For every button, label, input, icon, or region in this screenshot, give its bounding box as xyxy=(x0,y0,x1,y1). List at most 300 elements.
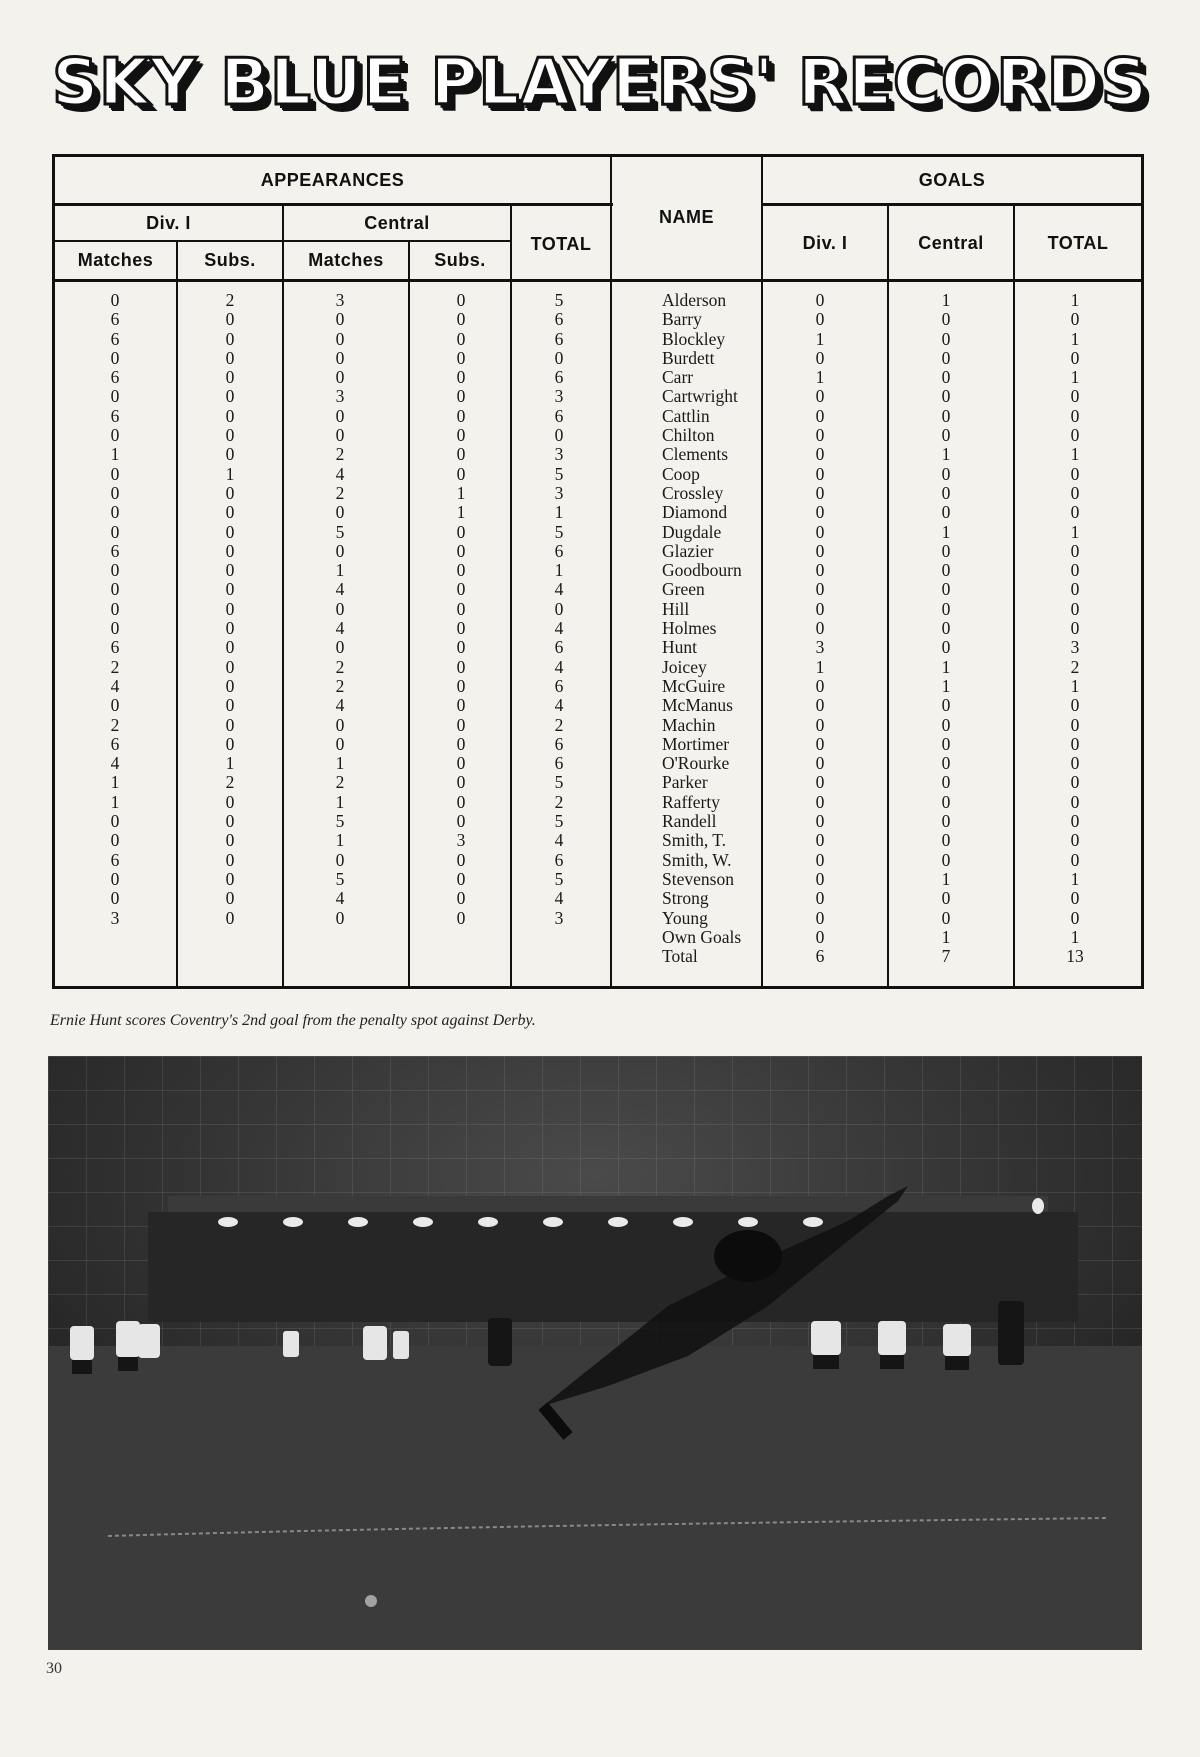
cell-name: Carr xyxy=(662,367,694,388)
cell-app-total: 5 xyxy=(554,290,564,310)
cell-div1-subs: 2 xyxy=(225,772,235,793)
cell-app-total: 3 xyxy=(554,907,564,928)
cell-central-subs: 3 xyxy=(456,830,466,851)
cell-name: Alderson xyxy=(662,290,727,310)
cell-goals-central: 1 xyxy=(941,444,951,465)
cell-central-subs: 0 xyxy=(456,328,466,349)
cell-div1-matches: 0 xyxy=(110,386,120,407)
cell-central-matches: 0 xyxy=(335,598,345,619)
cell-div1-matches: 6 xyxy=(110,637,120,658)
cell-central-subs: 0 xyxy=(456,579,466,600)
cell-goals-div1: 0 xyxy=(815,868,825,889)
cell-goals-central: 0 xyxy=(941,540,951,561)
cell-div1-subs: 0 xyxy=(225,367,235,388)
cell-div1-subs: 0 xyxy=(225,482,235,503)
cell-goals-central: 0 xyxy=(941,849,951,870)
cell-div1-subs: 0 xyxy=(225,521,235,542)
header-app-total: TOTAL xyxy=(530,233,592,254)
cell-goals-div1: 0 xyxy=(815,386,825,407)
cell-div1-matches: 0 xyxy=(110,868,120,889)
cell-goals-central: 0 xyxy=(941,463,951,484)
cell-name: McGuire xyxy=(662,675,726,696)
cell-central-subs: 0 xyxy=(456,598,466,619)
cell-div1-subs: 0 xyxy=(225,695,235,716)
cell-goals-central: 0 xyxy=(941,637,951,658)
cell-div1-matches: 0 xyxy=(110,888,120,909)
cell-div1-subs: 0 xyxy=(225,560,235,581)
cell-central-matches: 4 xyxy=(335,695,345,716)
cell-div1-subs: 0 xyxy=(225,849,235,870)
cell-div1-subs: 0 xyxy=(225,714,235,735)
cell-goals-div1: 0 xyxy=(815,714,825,735)
cell-central-subs: 0 xyxy=(456,386,466,407)
cell-central-matches: 0 xyxy=(335,328,345,349)
cell-central-matches: 5 xyxy=(335,811,345,832)
cell-central-subs: 0 xyxy=(456,695,466,716)
cell-div1-matches: 0 xyxy=(110,598,120,619)
cell-goals-central: 0 xyxy=(941,347,951,368)
column-central-subs xyxy=(431,291,491,966)
cell-central-subs: 0 xyxy=(456,675,466,696)
cell-name: O'Rourke xyxy=(662,753,730,774)
cell-goals-central: 0 xyxy=(941,425,951,446)
cell-goals-total: 0 xyxy=(1070,540,1080,561)
cell-div1-subs: 0 xyxy=(225,386,235,407)
cell-goals-total: 0 xyxy=(1070,888,1080,909)
cell-goals-total: 0 xyxy=(1070,791,1080,812)
header-name: NAME xyxy=(659,206,714,227)
cell-central-matches: 2 xyxy=(335,772,345,793)
cell-central-subs: 0 xyxy=(456,753,466,774)
cell-central-subs: 0 xyxy=(456,540,466,561)
cell-app-total: 6 xyxy=(554,309,564,330)
cell-goals-div1: 0 xyxy=(815,598,825,619)
cell-goals-central: 0 xyxy=(941,560,951,581)
cell-goals-central: 7 xyxy=(941,946,951,967)
cell-goals-central: 0 xyxy=(941,830,951,851)
cell-goals-central: 0 xyxy=(941,772,951,793)
cell-div1-matches xyxy=(85,947,145,966)
cell-goals-central: 0 xyxy=(941,714,951,735)
cell-goals-total: 1 xyxy=(1070,868,1080,889)
cell-central-matches: 1 xyxy=(335,830,345,851)
cell-div1-matches: 0 xyxy=(110,502,120,523)
cell-goals-div1: 0 xyxy=(815,463,825,484)
cell-goals-central: 0 xyxy=(941,367,951,388)
cell-name: Own Goals xyxy=(662,926,742,947)
cell-div1-matches: 0 xyxy=(110,347,120,368)
cell-goals-total: 1 xyxy=(1070,290,1080,310)
cell-goals-div1: 0 xyxy=(815,849,825,870)
cell-name: Machin xyxy=(662,714,716,735)
cell-goals-div1: 1 xyxy=(815,656,825,677)
cell-goals-div1: 0 xyxy=(815,772,825,793)
cell-goals-central: 1 xyxy=(941,675,951,696)
cell-goals-div1: 0 xyxy=(815,733,825,754)
cell-name: Cartwright xyxy=(662,386,738,407)
cell-app-total: 4 xyxy=(554,579,564,600)
cell-name: Total xyxy=(662,946,698,967)
cell-app-total: 2 xyxy=(554,714,564,735)
cell-app-total: 4 xyxy=(554,618,564,639)
cell-app-total: 3 xyxy=(554,482,564,503)
cell-div1-matches: 0 xyxy=(110,695,120,716)
cell-app-total: 4 xyxy=(554,830,564,851)
header-central: Central xyxy=(364,212,430,233)
cell-div1-subs: 2 xyxy=(225,290,235,310)
cell-name: Young xyxy=(662,907,708,928)
cell-name: Goodbourn xyxy=(662,560,742,581)
cell-div1-matches: 2 xyxy=(110,714,120,735)
cell-central-subs: 1 xyxy=(456,502,466,523)
cell-div1-matches: 6 xyxy=(110,405,120,426)
cell-central-subs: 1 xyxy=(456,482,466,503)
cell-goals-total: 0 xyxy=(1070,695,1080,716)
cell-goals-div1: 0 xyxy=(815,482,825,503)
cell-central-subs xyxy=(431,928,491,947)
cell-goals-total: 1 xyxy=(1070,521,1080,542)
cell-central-matches: 0 xyxy=(335,637,345,658)
cell-name: Smith, W. xyxy=(662,849,732,870)
cell-central-subs: 0 xyxy=(456,463,466,484)
column-central-matches xyxy=(310,291,370,966)
header-div1-matches: Matches xyxy=(77,250,154,270)
cell-goals-central: 0 xyxy=(941,618,951,639)
cell-central-subs: 0 xyxy=(456,888,466,909)
cell-div1-subs: 0 xyxy=(225,907,235,928)
cell-name: Hill xyxy=(662,598,690,619)
cell-central-matches: 0 xyxy=(335,347,345,368)
cell-div1-matches: 0 xyxy=(110,425,120,446)
cell-goals-div1: 0 xyxy=(815,502,825,523)
cell-central-matches: 5 xyxy=(335,521,345,542)
cell-div1-subs: 1 xyxy=(225,463,235,484)
cell-central-subs: 0 xyxy=(456,290,466,310)
cell-app-total: 5 xyxy=(554,521,564,542)
cell-goals-div1: 0 xyxy=(815,290,825,310)
cell-app-total: 4 xyxy=(554,888,564,909)
cell-central-matches: 0 xyxy=(335,405,345,426)
cell-central-matches: 2 xyxy=(335,675,345,696)
cell-goals-div1: 1 xyxy=(815,367,825,388)
cell-name: Hunt xyxy=(662,637,697,658)
cell-central-matches: 4 xyxy=(335,579,345,600)
cell-goals-total: 0 xyxy=(1070,309,1080,330)
cell-div1-matches: 1 xyxy=(110,791,120,812)
cell-div1-subs: 0 xyxy=(225,656,235,677)
cell-central-subs: 0 xyxy=(456,425,466,446)
cell-central-subs: 0 xyxy=(456,405,466,426)
cell-central-subs: 0 xyxy=(456,868,466,889)
cell-goals-total: 0 xyxy=(1070,733,1080,754)
cell-app-total: 1 xyxy=(554,560,564,581)
cell-div1-matches: 0 xyxy=(110,811,120,832)
photo-caption: Ernie Hunt scores Coventry's 2nd goal from the penalty spot against Derby. xyxy=(50,1012,536,1029)
cell-name: Mortimer xyxy=(662,733,730,754)
cell-app-total: 6 xyxy=(554,540,564,561)
cell-goals-div1: 0 xyxy=(815,888,825,909)
cell-div1-subs: 0 xyxy=(225,733,235,754)
header-appearances: APPEARANCES xyxy=(260,169,405,190)
cell-div1-subs: 0 xyxy=(225,637,235,658)
cell-div1-subs: 0 xyxy=(225,540,235,561)
cell-goals-total: 0 xyxy=(1070,463,1080,484)
header-div1: Div. I xyxy=(146,212,191,233)
cell-div1-subs: 0 xyxy=(225,830,235,851)
cell-div1-subs: 0 xyxy=(225,579,235,600)
cell-central-matches: 2 xyxy=(335,482,345,503)
match-photo-illustration xyxy=(48,1056,1142,1650)
cell-goals-total: 1 xyxy=(1070,444,1080,465)
cell-central-matches: 0 xyxy=(335,502,345,523)
cell-div1-subs: 0 xyxy=(225,868,235,889)
cell-app-total: 4 xyxy=(554,695,564,716)
cell-central-matches: 2 xyxy=(335,444,345,465)
cell-goals-total: 2 xyxy=(1070,656,1080,677)
cell-name: McManus xyxy=(662,695,733,716)
cell-goals-total: 0 xyxy=(1070,598,1080,619)
cell-goals-central: 0 xyxy=(941,733,951,754)
cell-central-matches: 3 xyxy=(335,386,345,407)
cell-goals-central: 0 xyxy=(941,502,951,523)
cell-div1-matches: 6 xyxy=(110,309,120,330)
cell-app-total: 6 xyxy=(554,733,564,754)
cell-name: Stevenson xyxy=(662,868,734,889)
cell-app-total: 6 xyxy=(554,328,564,349)
cell-name: Burdett xyxy=(662,347,715,368)
cell-goals-total: 0 xyxy=(1070,482,1080,503)
cell-goals-central: 1 xyxy=(941,521,951,542)
cell-div1-matches: 0 xyxy=(110,560,120,581)
cell-div1-subs: 1 xyxy=(225,753,235,774)
cell-div1-matches xyxy=(85,928,145,947)
cell-central-subs: 0 xyxy=(456,367,466,388)
cell-goals-div1: 3 xyxy=(815,637,825,658)
cell-div1-subs: 0 xyxy=(225,444,235,465)
cell-goals-total: 1 xyxy=(1070,367,1080,388)
cell-app-total: 3 xyxy=(554,386,564,407)
cell-name: Diamond xyxy=(662,502,728,523)
cell-div1-matches: 0 xyxy=(110,482,120,503)
cell-goals-central: 0 xyxy=(941,328,951,349)
header-goals-div1: Div. I xyxy=(802,232,848,253)
cell-goals-div1: 6 xyxy=(815,946,825,967)
cell-central-matches xyxy=(310,947,370,966)
cell-div1-matches: 6 xyxy=(110,540,120,561)
cell-app-total: 4 xyxy=(554,656,564,677)
cell-goals-central: 1 xyxy=(941,868,951,889)
cell-goals-div1: 0 xyxy=(815,695,825,716)
cell-name: Barry xyxy=(662,309,702,330)
column-goals-central xyxy=(916,291,976,966)
cell-goals-total: 0 xyxy=(1070,714,1080,735)
cell-name: Crossley xyxy=(662,482,724,503)
cell-goals-total: 0 xyxy=(1070,386,1080,407)
cell-div1-matches: 6 xyxy=(110,733,120,754)
cell-goals-central: 0 xyxy=(941,811,951,832)
cell-central-subs: 0 xyxy=(456,637,466,658)
column-goals-div1 xyxy=(790,291,850,966)
cell-central-subs: 0 xyxy=(456,791,466,812)
cell-div1-matches: 0 xyxy=(110,618,120,639)
cell-goals-central: 0 xyxy=(941,598,951,619)
cell-goals-total: 0 xyxy=(1070,830,1080,851)
cell-goals-total: 0 xyxy=(1070,425,1080,446)
cell-goals-div1: 0 xyxy=(815,907,825,928)
cell-div1-matches: 0 xyxy=(110,579,120,600)
cell-div1-matches: 0 xyxy=(110,521,120,542)
cell-name: Randell xyxy=(662,811,717,832)
cell-name: Green xyxy=(662,579,705,600)
cell-div1-matches: 1 xyxy=(110,772,120,793)
cell-central-matches xyxy=(310,928,370,947)
cell-app-total: 3 xyxy=(554,444,564,465)
cell-div1-matches: 6 xyxy=(110,849,120,870)
cell-central-matches: 0 xyxy=(335,367,345,388)
cell-goals-total: 1 xyxy=(1070,328,1080,349)
cell-goals-central: 0 xyxy=(941,482,951,503)
cell-central-matches: 2 xyxy=(335,656,345,677)
cell-central-matches: 0 xyxy=(335,714,345,735)
column-div1-matches xyxy=(85,291,145,966)
cell-name: Blockley xyxy=(662,328,726,349)
cell-name: Coop xyxy=(662,463,700,484)
cell-div1-subs: 0 xyxy=(225,618,235,639)
cell-central-matches: 4 xyxy=(335,463,345,484)
cell-app-total: 6 xyxy=(554,675,564,696)
cell-goals-central: 1 xyxy=(941,656,951,677)
cell-div1-matches: 0 xyxy=(110,290,120,310)
cell-goals-central: 0 xyxy=(941,907,951,928)
cell-div1-subs xyxy=(200,928,260,947)
cell-central-subs: 0 xyxy=(456,618,466,639)
header-goals: GOALS xyxy=(918,169,986,190)
cell-goals-total: 0 xyxy=(1070,753,1080,774)
column-goals-total xyxy=(1045,291,1105,966)
cell-central-matches: 0 xyxy=(335,309,345,330)
cell-central-matches: 5 xyxy=(335,868,345,889)
cell-central-matches: 3 xyxy=(335,290,345,310)
cell-div1-matches: 4 xyxy=(110,753,120,774)
cell-app-total: 0 xyxy=(554,425,564,446)
cell-div1-subs xyxy=(200,947,260,966)
column-app-total xyxy=(529,291,589,966)
cell-central-matches: 0 xyxy=(335,849,345,870)
cell-app-total: 6 xyxy=(554,637,564,658)
cell-app-total: 6 xyxy=(554,753,564,774)
header-div1-subs: Subs. xyxy=(204,250,256,270)
cell-central-matches: 4 xyxy=(335,618,345,639)
cell-goals-total: 0 xyxy=(1070,502,1080,523)
cell-central-matches: 0 xyxy=(335,540,345,561)
cell-goals-div1: 0 xyxy=(815,405,825,426)
cell-goals-central: 1 xyxy=(941,926,951,947)
cell-central-subs: 0 xyxy=(456,714,466,735)
cell-div1-subs: 0 xyxy=(225,791,235,812)
cell-goals-total: 0 xyxy=(1070,811,1080,832)
cell-goals-div1: 0 xyxy=(815,579,825,600)
cell-app-total: 5 xyxy=(554,463,564,484)
cell-goals-div1: 0 xyxy=(815,540,825,561)
cell-app-total: 0 xyxy=(554,598,564,619)
cell-name: Rafferty xyxy=(662,791,720,812)
cell-name: Dugdale xyxy=(662,521,722,542)
cell-div1-subs: 0 xyxy=(225,502,235,523)
cell-central-subs: 0 xyxy=(456,907,466,928)
cell-goals-total: 0 xyxy=(1070,560,1080,581)
cell-goals-total: 0 xyxy=(1070,405,1080,426)
cell-central-subs: 0 xyxy=(456,444,466,465)
cell-goals-total: 0 xyxy=(1070,579,1080,600)
cell-app-total xyxy=(529,928,589,947)
cell-central-matches: 0 xyxy=(335,425,345,446)
cell-goals-div1: 0 xyxy=(815,425,825,446)
cell-central-subs: 0 xyxy=(456,309,466,330)
cell-goals-central: 0 xyxy=(941,579,951,600)
cell-central-subs: 0 xyxy=(456,560,466,581)
cell-goals-central: 0 xyxy=(941,888,951,909)
cell-app-total: 6 xyxy=(554,849,564,870)
cell-goals-div1: 0 xyxy=(815,618,825,639)
cell-name: Clements xyxy=(662,444,729,465)
cell-goals-div1: 0 xyxy=(815,791,825,812)
cell-name: Cattlin xyxy=(662,405,710,426)
cell-name: Strong xyxy=(662,888,709,909)
cell-goals-div1: 0 xyxy=(815,830,825,851)
cell-central-matches: 4 xyxy=(335,888,345,909)
cell-name: Glazier xyxy=(662,540,714,561)
cell-name: Chilton xyxy=(662,425,715,446)
cell-goals-total: 0 xyxy=(1070,907,1080,928)
cell-app-total xyxy=(529,947,589,966)
cell-central-matches: 1 xyxy=(335,753,345,774)
cell-goals-div1: 0 xyxy=(815,926,825,947)
cell-div1-matches: 6 xyxy=(110,367,120,388)
cell-goals-total: 1 xyxy=(1070,926,1080,947)
cell-div1-subs: 0 xyxy=(225,598,235,619)
cell-goals-total: 0 xyxy=(1070,849,1080,870)
cell-central-subs xyxy=(431,947,491,966)
cell-div1-subs: 0 xyxy=(225,425,235,446)
cell-goals-div1: 0 xyxy=(815,347,825,368)
cell-name: Parker xyxy=(662,772,708,793)
cell-app-total: 5 xyxy=(554,868,564,889)
cell-div1-matches: 6 xyxy=(110,328,120,349)
cell-central-subs: 0 xyxy=(456,811,466,832)
cell-div1-subs: 0 xyxy=(225,888,235,909)
cell-div1-matches: 1 xyxy=(110,444,120,465)
cell-goals-total: 1 xyxy=(1070,675,1080,696)
header-goals-total: TOTAL xyxy=(1047,232,1109,253)
cell-goals-central: 0 xyxy=(941,695,951,716)
cell-goals-central: 0 xyxy=(941,309,951,330)
cell-central-subs: 0 xyxy=(456,347,466,368)
cell-div1-matches: 0 xyxy=(110,830,120,851)
cell-app-total: 0 xyxy=(554,347,564,368)
cell-div1-subs: 0 xyxy=(225,328,235,349)
cell-goals-total: 0 xyxy=(1070,618,1080,639)
cell-goals-div1: 0 xyxy=(815,675,825,696)
cell-div1-subs: 0 xyxy=(225,405,235,426)
cell-goals-div1: 0 xyxy=(815,309,825,330)
cell-app-total: 6 xyxy=(554,405,564,426)
cell-goals-div1: 0 xyxy=(815,521,825,542)
cell-goals-central: 1 xyxy=(941,290,951,310)
cell-goals-total: 3 xyxy=(1070,637,1080,658)
cell-app-total: 2 xyxy=(554,791,564,812)
cell-goals-div1: 0 xyxy=(815,753,825,774)
column-name xyxy=(662,291,760,966)
